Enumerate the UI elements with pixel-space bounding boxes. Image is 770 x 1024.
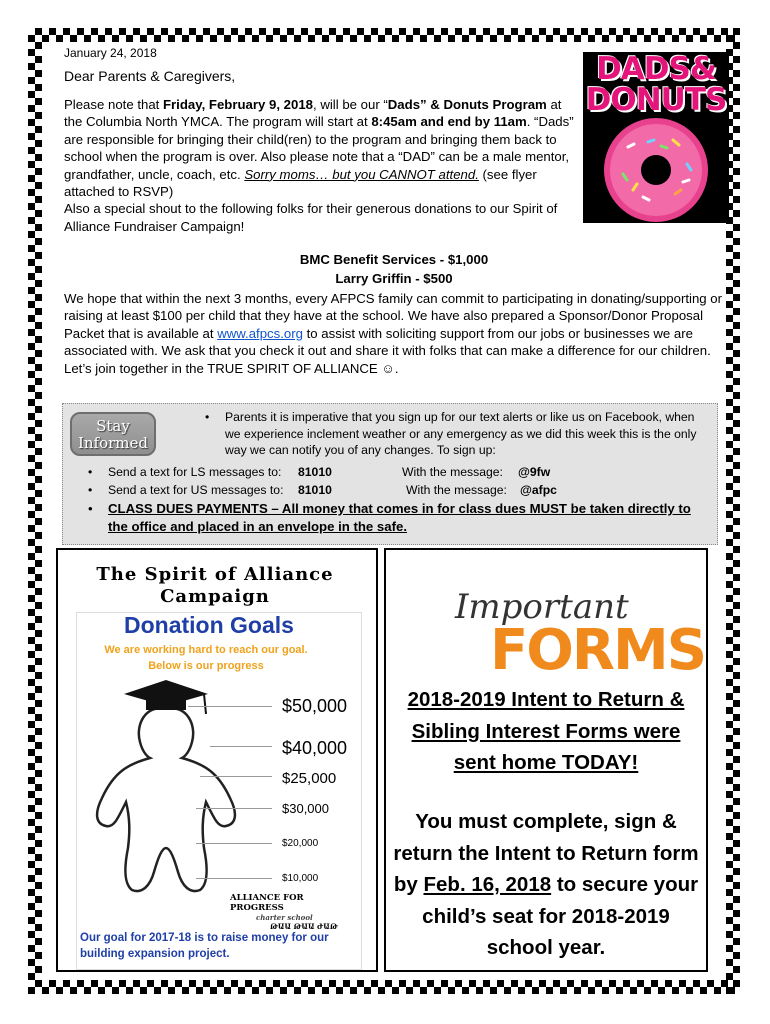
p1-mid: , will be our “ bbox=[313, 97, 388, 112]
badge-line1: Stay bbox=[96, 417, 130, 435]
goal-amount-25000: $25,000 bbox=[282, 770, 337, 787]
p1-pre: Please note that bbox=[64, 97, 163, 112]
logo-text: ALLIANCE FOR PROGRESS bbox=[230, 893, 304, 913]
donation-goals-title: Donation Goals bbox=[124, 612, 294, 638]
sorry-moms-note: Sorry moms… but you CANNOT attend. bbox=[244, 166, 479, 182]
goals-sub2: Below is our progress bbox=[148, 660, 264, 672]
salutation: Dear Parents & Caregivers, bbox=[64, 68, 236, 84]
checkered-border-bottom bbox=[28, 980, 740, 994]
us-keyword: @afpc bbox=[520, 483, 557, 497]
goal-note: Our goal for 2017-18 is to raise money for our building expansion project. bbox=[80, 932, 329, 960]
badge-line2: Informed bbox=[77, 434, 149, 452]
shoutout-text: Also a special shout to the following folks for their generous donations to our Spirit of Alliance Fundraiser Campaign! bbox=[64, 201, 558, 234]
bullet-icon: • bbox=[88, 465, 93, 479]
donut-icon bbox=[583, 52, 729, 223]
dads-title-line1: DADS& bbox=[596, 52, 716, 87]
p2-pre: We hope that within the next 3 months, every AFPCS family can commit to participating in donating/supporting or raising at least $100 per child that they have at the school. We have also prepared a Sponsor/Donor Proposal Packet that is available at bbox=[64, 291, 723, 341]
flyer-note: (see flyer attached to RSVP) bbox=[64, 166, 537, 200]
goal-line-10000 bbox=[196, 878, 272, 879]
forms-body-pre: You must complete, sign & return the Intent to Return form by bbox=[393, 810, 699, 896]
ls-label: Send a text for LS messages to: bbox=[108, 465, 282, 479]
donation-goals-subtitle bbox=[76, 642, 336, 674]
stay-informed-badge bbox=[70, 412, 156, 456]
text-alert-text: Parents it is imperative that you sign up for our text alerts or like us on Facebook, when we experience inclement weather or any emergency as we did this week this is the only way we can notify you of any changes. To sign up: bbox=[225, 410, 697, 457]
goals-sub1: We are working hard to reach our goal. bbox=[104, 644, 308, 656]
letter-paragraph-1 bbox=[64, 96, 574, 235]
campaign-title-line2: Campaign bbox=[160, 586, 270, 607]
checkered-border-left bbox=[28, 28, 42, 994]
donuts-title-line2: DONUTS bbox=[585, 82, 727, 118]
event-time: 8:45am and end by 11am bbox=[371, 114, 527, 130]
goal-line-20000 bbox=[196, 843, 272, 844]
dads-donuts-image bbox=[583, 52, 729, 223]
bullet-icon: • bbox=[88, 483, 93, 497]
us-number: 81010 bbox=[298, 483, 332, 497]
forms-heading: FORMS bbox=[490, 618, 706, 683]
goal-line-30000 bbox=[196, 808, 272, 809]
forms-instructions bbox=[392, 806, 700, 964]
p1-rest: . “Dads” are responsible for bringing their child(ren) to the program and bringing them back to school when the program is over. Also please note that a “DAD” can be a male mentor, grandfather, uncle, coach, etc. bbox=[64, 114, 574, 182]
campaign-title bbox=[60, 564, 370, 608]
us-msg-label: With the message: bbox=[406, 483, 507, 497]
bullet-icon: • bbox=[205, 410, 210, 424]
goal-amount-30000: $30,000 bbox=[282, 801, 329, 816]
bullet-icon: • bbox=[88, 501, 93, 516]
letter-date: January 24, 2018 bbox=[64, 46, 157, 60]
ls-msg-label: With the message: bbox=[402, 465, 503, 479]
class-dues-bullet bbox=[88, 500, 708, 536]
goal-amount-50000: $50,000 bbox=[282, 696, 348, 716]
donor-2: Larry Griffin - $500 bbox=[335, 271, 453, 286]
campaign-title-line1: The Spirit of Alliance bbox=[96, 564, 334, 585]
donor-1: BMC Benefit Services - $1,000 bbox=[299, 252, 489, 267]
important-script-text: Important bbox=[455, 587, 629, 627]
goal-line-50000 bbox=[188, 706, 272, 707]
logo-subtext: charter school bbox=[256, 913, 313, 922]
forms-headline bbox=[392, 684, 700, 779]
p2-post: to assist with soliciting support from our jobs or businesses we are associated with. We ask that you check it out and share it with folks that can make a difference for our children. Let’s join together in the TRUE SPIRIT OF ALLIANCE ☺. bbox=[64, 325, 711, 376]
goal-line-25000 bbox=[200, 776, 272, 777]
ls-keyword: @9fw bbox=[518, 465, 551, 479]
us-text-bullet bbox=[88, 482, 708, 499]
ls-number: 81010 bbox=[298, 465, 332, 479]
event-date: Friday, February 9, 2018 bbox=[162, 97, 314, 112]
program-name: Dads” & Donuts Program bbox=[387, 97, 547, 112]
goal-amount-40000: $40,000 bbox=[282, 738, 348, 758]
forms-due-date: Feb. 16, 2018 bbox=[423, 873, 552, 896]
goal-amount-10000: $10,000 bbox=[282, 873, 319, 884]
logo-motto: ԹԱԱ ԹԱԱ ԺԱԹ bbox=[270, 922, 338, 931]
class-dues-text: CLASS DUES PAYMENTS – All money that comes in for class dues MUST be taken directly to the office and placed in an envelope in the safe. bbox=[108, 501, 691, 534]
goal-amount-20000: $20,000 bbox=[282, 838, 319, 849]
checkered-border-top bbox=[28, 28, 740, 42]
text-alert-bullet bbox=[205, 409, 709, 459]
forms-headline-text: 2018-2019 Intent to Return & Sibling Interest Forms were sent home TODAY! bbox=[407, 688, 685, 774]
alliance-logo bbox=[230, 893, 360, 931]
goal-line-40000 bbox=[210, 746, 272, 747]
letter-paragraph-2 bbox=[64, 290, 724, 377]
forms-body-post: to secure your child’s seat for 2018-2019 school year. bbox=[422, 873, 699, 959]
afpcs-website-link[interactable]: www.afpcs.org bbox=[217, 325, 303, 341]
us-label: Send a text for US messages to: bbox=[108, 483, 284, 497]
ls-text-bullet bbox=[88, 464, 708, 481]
p1-mid2: at the Columbia North YMCA. The program will start at bbox=[64, 97, 562, 130]
